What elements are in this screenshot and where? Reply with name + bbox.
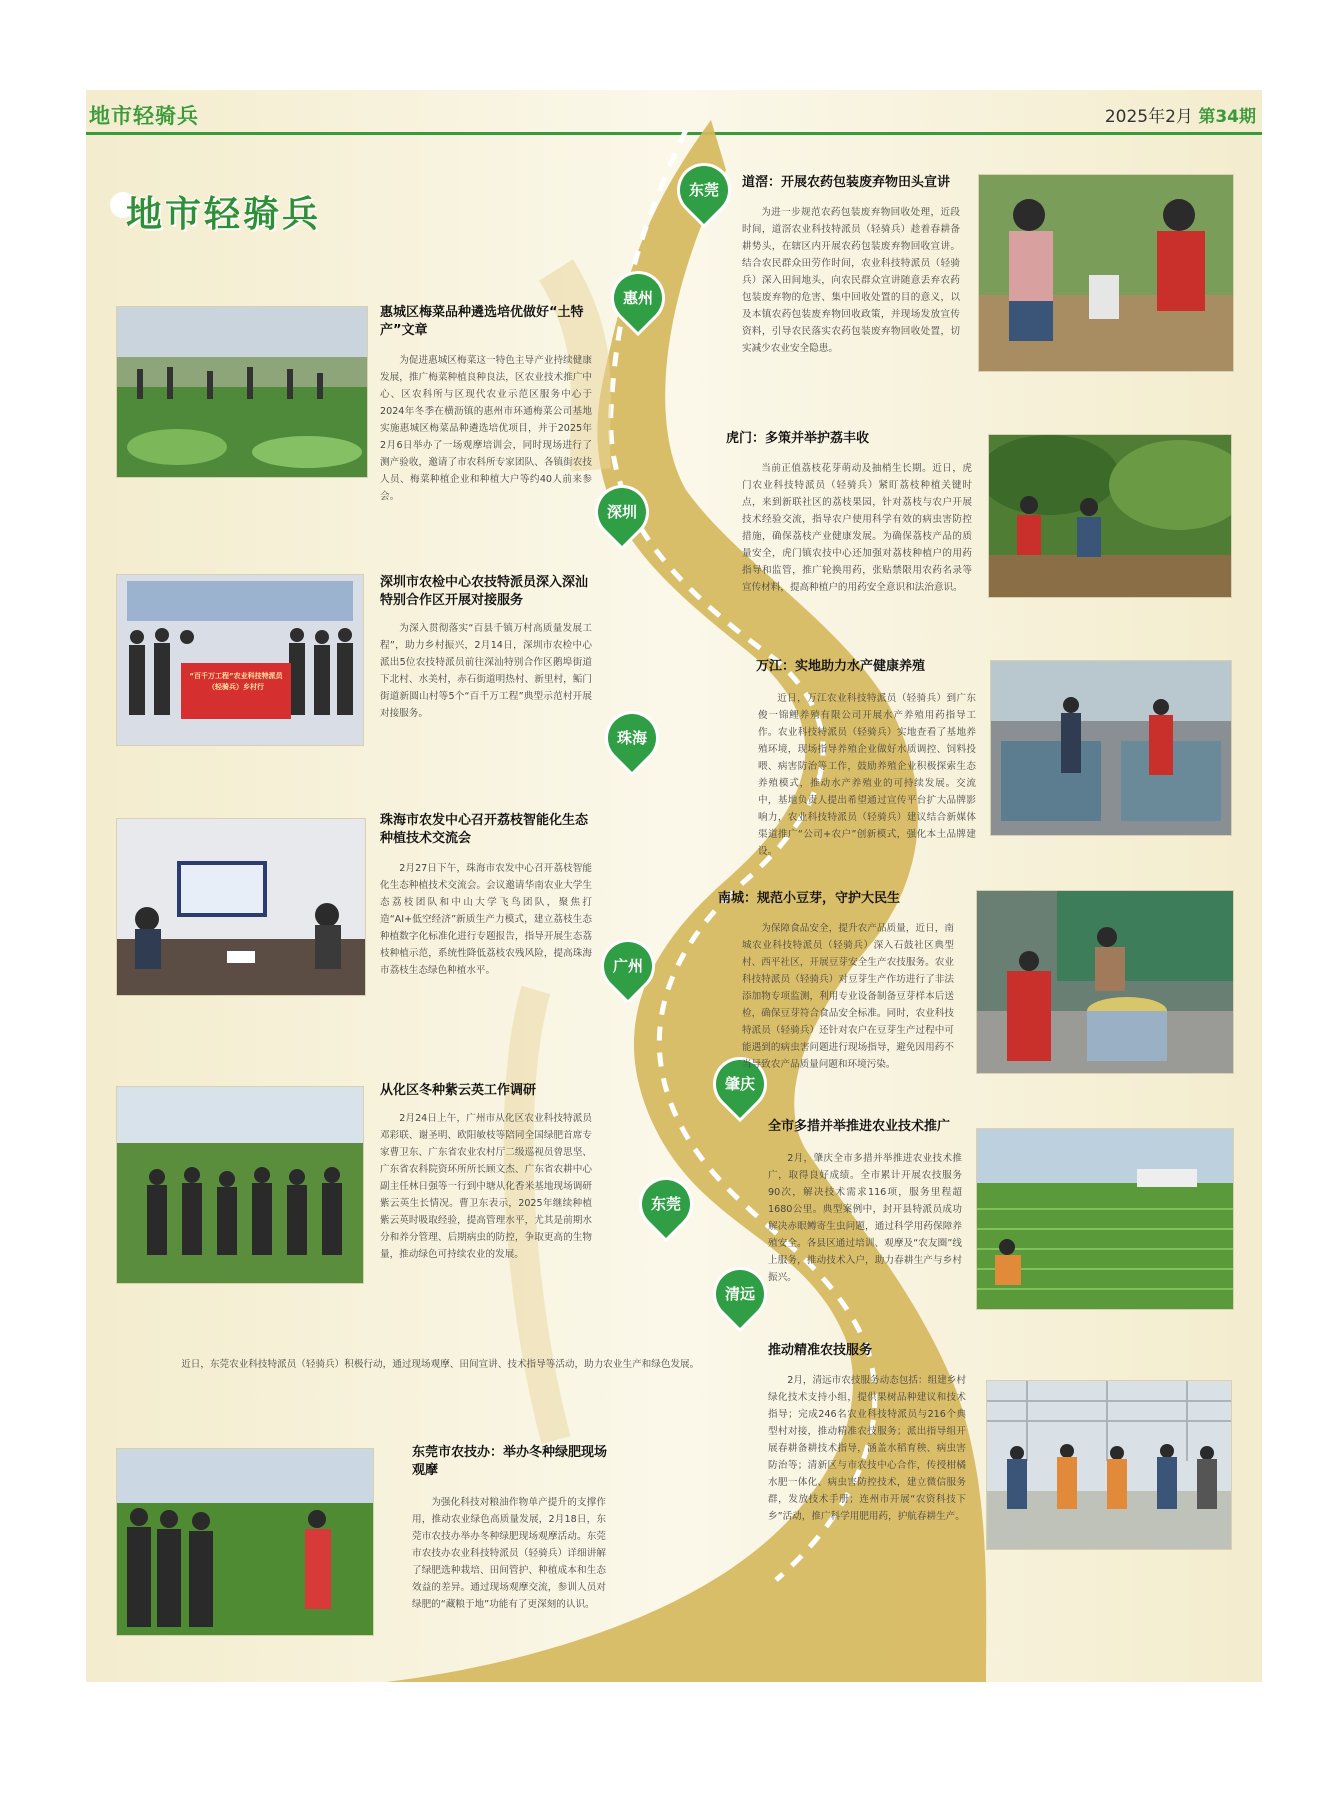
dongguan-intro-text: 近日，东莞农业科技特派员（轻骑兵）积极行动，通过现场观摩、田间宣讲、技术指导等活动，助力农业生产和绿色发展。 [181,1359,700,1370]
location-pin-qingyuan: 清远 [716,1270,764,1326]
photo-huicheng-field [116,306,368,478]
photo-conghua-field [116,1086,364,1284]
page [86,90,1262,1682]
photo-nancheng [976,890,1234,1074]
article-body-huicheng: 为促进惠城区梅菜这一特色主导产业持续健康发展，推广梅菜种植良种良法，区农业技术推广中心、区农科所与区现代农业示范区服务中心于2024年冬季在横沥镇的惠州市环通梅菜公司基地实施惠城区梅菜品种遴选培优项目，并于2025年2月6日举办了一场观摩培训会，同时现场进行了测产验收，邀请了市农科所专家团队、各镇街农技人员、梅菜种植企业和种植大户等约40人前来参会。 [380,355,592,502]
article-title-daojiao: 道滘：开展农药包装废弃物田头宣讲 [742,175,951,190]
sprout-workshop-photo-placeholder [977,891,1233,1073]
location-pin-dongguan-2: 东莞 [642,1180,690,1236]
photo-zhuhai-meeting [116,818,366,996]
article-body-dongguan-green-manure: 为强化科技对粮油作物单产提升的支撑作用，推动农业绿色高质量发展，2月18日，东莞市农技办举办冬种绿肥现场观摩活动。东莞市农技办农业科技特派员（轻骑兵）详细讲解了绿肥选种栽培、田间管护、种植成本和生态效益的差异。通过现场观摩交流，参训人员对绿肥的“藏粮于地”功能有了更深刻的认识。 [412,1497,606,1610]
photo-daojiao [978,174,1234,372]
location-pin-zhuhai: 珠海 [608,714,656,770]
article-body-qingyuan: 2月，清远市农技服务动态包括：组建乡村绿化技术支持小组，提供果树品种建议和技术指导；完成246名农业科技特派员与216个典型村对接，推动精准农技服务；派出指导组开展春耕备耕技术指导，涵盖水稻育秧、病虫害防治等；清新区与市农技中心合作，传授柑橘水肥一体化、病虫害防控技术，建立微信服务群，发放技术手册；连州市开展“农资科技下乡”活动，推广科学用肥用药，护航春耕生产。 [768,1375,966,1522]
section-title: 地市轻骑兵 [126,194,322,235]
location-pin-guangzhou: 广州 [604,942,652,998]
location-pin-zhaoqing: 肇庆 [716,1060,764,1116]
article-body-shenzhen: 为深入贯彻落实“百县千镇万村高质量发展工程”，助力乡村振兴，2月14日，深圳市农检中心派出5位农技特派员前往深汕特别合作区鹅埠街道下北村、水美村，赤石街道明热村、新里村，鲘门街道新圆山村等5个“百千万工程”典型示范村开展对接服务。 [380,623,592,719]
greenhouse-photo-placeholder [987,1381,1231,1549]
issue-number: 第34期 [1198,107,1256,127]
article-body-humen: 当前正值荔枝花芽萌动及抽梢生长期。近日，虎门农业科技特派员（轻骑兵）紧盯荔枝种植关键时点，来到新联社区的荔枝果园，针对荔枝与农户开展技术经验交流，指导农户使用科学有效的病虫害防控措施，确保荔枝产业健康发展。为确保荔枝产品的质量安全，虎门镇农技中心还加强对荔枝种植户的用药指导和监管，推广轮换用药，张贴禁限用农药名录等宣传材料，提高种植户的用药安全意识和法治意识。 [742,463,972,593]
article-title-nancheng: 南城：规范小豆芽，守护大民生 [718,891,901,906]
photo-shenzhen-group [116,574,364,746]
article-title-humen: 虎门：多策并举护荔丰收 [726,431,870,446]
date-text: 2025年2月 [1104,107,1193,127]
field-group-photo-placeholder [117,1087,363,1283]
seedling-field-photo-placeholder [977,1129,1233,1309]
location-pin-huizhou: 惠州 [614,274,662,330]
meeting-photo-placeholder [117,819,365,995]
photo-dongguan-green-manure [116,1448,374,1636]
article-title-conghua: 从化区冬种紫云英工作调研 [380,1083,537,1098]
orchard-photo-placeholder [989,435,1231,597]
photo-wanjiang [990,660,1232,836]
article-title-shenzhen: 深圳市农检中心农技特派员深入深汕特别合作区开展对接服务 [380,575,589,608]
article-body-zhaoqing: 2月，肇庆全市多措并举推进农业技术推广，取得良好成绩。全市累计开展农技服务90次，解决技术需求116项，服务里程超1680公里。典型案例中，封开县特派员成功解决赤眼鳟寄生虫问题，通过科学用药保障养殖安全。各县区通过培训、观摩及“农友圈”线上服务，推动技术入户，助力春耕生产与乡村振兴。 [768,1153,962,1283]
article-title-qingyuan: 推动精准农技服务 [768,1343,873,1358]
location-pin-shenzhen: 深圳 [598,488,646,544]
photo-zhaoqing [976,1128,1234,1310]
location-pin-dongguan: 东莞 [680,166,728,222]
photo-humen [988,434,1232,598]
article-body-conghua: 2月24日上午，广州市从化区农业科技特派员邓彩联、谢圣明、欧阳敏枝等陪同全国绿肥首席专家曹卫东、广东省农业农村厅二级巡视员曾思坚、广东省农科院资环所所长顾文杰、广东省农耕中心副主任林日强等一行到中塘从化香米基地现场调研紫云英生长情况。曹卫东表示，2025年继续种植紫云英时吸取经验，提高管理水平，尤其是前期水分和养分管理、后期病虫的防控，争取更高的生物量，推动绿色可持续农业的发展。 [380,1113,592,1260]
article-body-nancheng: 为保障食品安全，提升农产品质量，近日，南城农业科技特派员（轻骑兵）深入石鼓社区典型村、西平社区，开展豆芽安全生产农技服务。农业科技特派员（轻骑兵）对豆芽生产作坊进行了非法添加物专项监测，利用专业设备制备豆芽样本后送检，确保豆芽符合食品安全标准。同时，农业科技特派员（轻骑兵）还针对农户在豆芽生产过程中可能遇到的病虫害问题进行现场指导，避免因用药不当导致农产品质量问题和环境污染。 [742,923,954,1070]
article-body-wanjiang: 近日，万江农业科技特派员（轻骑兵）到广东俊一锦鲤养殖有限公司开展水产养殖用药指导工作。农业科技特派员（轻骑兵）实地查看了基地养殖环境，现场指导养殖企业做好水质调控、饲料投喂、病害防治等工作，鼓励养殖企业积极探索生态养殖模式，推动水产养殖业的可持续发展。交流中，基地负责人提出希望通过宣传平台扩大品牌影响力，农业科技特派员（轻骑兵）建议结合新媒体渠道推广“公司+农户”创新模式，强化本土品牌建设。 [758,693,976,857]
field-photo-placeholder [117,307,367,477]
group-photo-placeholder [117,575,363,745]
field-speech-photo-placeholder [117,1449,373,1635]
outdoor-photo-placeholder [979,175,1233,371]
banner-text: “百千万工程”农业科技特派员（轻骑兵）乡村行 [189,672,283,691]
column-name: 地市轻骑兵 [89,104,199,128]
photo-qingyuan [986,1380,1232,1550]
fish-pond-photo-placeholder [991,661,1231,835]
article-title-huicheng: 惠城区梅菜品种遴选培优做好“土特产”文章 [380,305,584,338]
article-body-daojiao: 为进一步规范农药包装废弃物回收处理，近段时间，道滘农业科技特派员（轻骑兵）趁着春耕备耕势头，在辖区内开展农药包装废弃物回收宣讲。结合农民群众田劳作时间，农业科技特派员（轻骑兵）深入田间地头，向农民群众宣讲随意丢弃农药包装废弃物的危害、集中回收处置的目的意义，以及本镇农药包装废弃物回收政策，并现场发放宣传资料，引导农民落实农药包装废弃物回收处置，切实减少农业安全隐患。 [742,207,960,354]
article-title-dongguan-green-manure: 东莞市农技办：举办冬种绿肥现场观摩 [412,1445,608,1478]
article-body-zhuhai: 2月27日下午，珠海市农发中心召开荔枝智能化生态种植技术交流会。会议邀请华南农业大学生态荔枝团队和中山大学飞鸟团队，聚焦打造“AI+低空经济”新质生产力模式，建立荔枝生态种植数字化标准化进行专题报告，指导开展生态荔枝种植示范，系统性降低荔枝农残风险，提高珠海市荔枝生态绿色种植水平。 [380,863,592,976]
article-title-zhuhai: 珠海市农发中心召开荔枝智能化生态种植技术交流会 [380,813,589,846]
article-title-zhaoqing: 全市多措并举推进农业技术推广 [768,1119,951,1134]
article-title-wanjiang: 万江：实地助力水产健康养殖 [756,659,926,674]
